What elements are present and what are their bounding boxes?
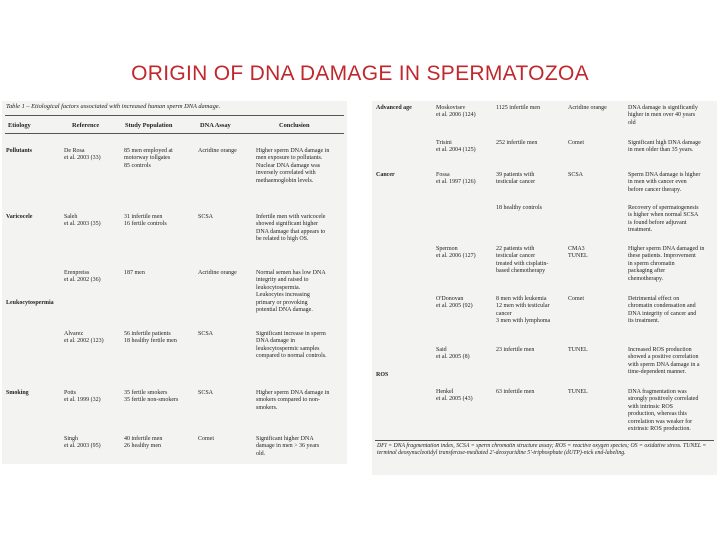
header-conclusion: Conclusion xyxy=(279,122,310,129)
ref-singh: Singh et al. 2003 (95) xyxy=(64,436,101,450)
category-cancer: Cancer xyxy=(376,172,395,178)
ref-spermon: Spermon et al. 2006 (127) xyxy=(436,246,476,260)
pop-moskovtsev: 1125 infertile men xyxy=(496,105,541,111)
ref-fossa: Fossa et al. 1997 (126) xyxy=(436,172,476,186)
ref-said: Said et al. 2005 (8) xyxy=(436,347,470,361)
pop-said: 23 infertile men xyxy=(496,347,535,353)
assay-moskovtsev: Acridine orange xyxy=(568,105,607,111)
conclusion-alvarez: Significant increase in sperm DNA damage in leukocytospermic samples compared to normal controls. xyxy=(256,331,327,360)
table-left-panel xyxy=(2,101,347,464)
assay-alvarez: SCSA xyxy=(198,331,214,337)
pop-trisini: 252 infertile men xyxy=(496,140,538,146)
assay-singh: Comet xyxy=(198,436,214,442)
category-ros: ROS xyxy=(376,372,389,378)
pop-fossa: 39 patients with testicular cancer xyxy=(496,172,536,186)
header-rule xyxy=(5,133,344,134)
conclusion-fossa: Sperm DNA damage is higher in men with cancer even before cancer therapy. xyxy=(628,172,701,193)
slide-title: ORIGIN OF DNA DAMAGE IN SPERMATOZOA xyxy=(131,62,589,85)
conclusion-fossa-controls: Recovery of spermatogenesis is higher when normal SCSA is found before adjuvant treatment. xyxy=(628,205,699,234)
pop-singh: 40 infertile men 26 healthy men xyxy=(124,436,163,450)
table-caption: Table 1 – Etiological factors associated with increased human sperm DNA damage. xyxy=(6,103,221,110)
pop-derosa: 85 men employed at motorway tollgates 85 controls xyxy=(124,148,173,169)
assay-trisini: Comet xyxy=(568,140,584,146)
table-top-rule xyxy=(5,115,344,116)
pop-erenpreiss: 187 men xyxy=(124,270,145,276)
conclusion-derosa: Higher sperm DNA damage in men exposure to pollutants. Nuclear DNA damage was inversely correlated with methaemoglobin levels. xyxy=(256,148,330,184)
pop-potts: 35 fertile smokers 35 fertile non-smokers xyxy=(124,390,179,404)
ref-henkel: Henkel et al. 2005 (43) xyxy=(436,389,473,403)
conclusion-moskovtsev: DNA damage is significantly higher in men over 40 years old xyxy=(628,105,698,126)
header-reference: Reference xyxy=(72,122,100,129)
pop-saleh: 31 infertile men 16 fertile controls xyxy=(124,214,167,228)
assay-saleh: SCSA xyxy=(198,214,214,220)
table-right-panel xyxy=(372,101,717,475)
ref-trisini: Trisini et al. 2004 (125) xyxy=(436,140,476,154)
conclusion-potts: Higher sperm DNA damage in smokers compared to non- smokers. xyxy=(256,390,330,411)
pop-fossa-controls: 18 healthy controls xyxy=(496,205,542,211)
category-pollutants: Pollutants xyxy=(6,148,33,154)
header-dna-assay: DNA Assay xyxy=(200,122,231,129)
category-advanced-age: Advanced age xyxy=(376,105,412,111)
category-varicocele: Varicocele xyxy=(6,214,33,220)
conclusion-erenpreiss: Normal semen has low DNA integrity and raised to leukocytospermia. Leukocytes increasing primary or provoking potential DNA damage. xyxy=(256,270,326,314)
conclusion-trisini: Significant high DNA damage in men older than 35 years. xyxy=(628,140,701,154)
table-bottom-rule xyxy=(375,440,714,441)
ref-moskovtsev: Moskovtsev et al. 2006 (124) xyxy=(436,105,476,119)
category-leukocytospermia: Leukocytospermia xyxy=(6,300,54,306)
ref-odonovan: O'Donovan et al. 2005 (92) xyxy=(436,296,473,310)
assay-said: TUNEL xyxy=(568,347,588,353)
conclusion-spermon: Higher sperm DNA damaged in these patients. Improvement in sperm chromatin packaging after chemotherapy. xyxy=(628,246,705,282)
conclusion-odonovan: Detrimental effect on chromatin condensation and DNA integrity of cancer and its treatment. xyxy=(628,296,697,325)
assay-potts: SCSA xyxy=(198,390,214,396)
pop-spermon: 22 patients with testicular cancer treated with cisplatin- based chemotherapy xyxy=(496,246,549,275)
table-footnote: DFI = DNA fragmentation index, SCSA = sperm chromatin structure assay; ROS = reactive oxygen species; OS = oxidative stress. TUNEL = terminal deoxynucleotidyl transferase-mediated 2'-deoxyuridine 5'-triphosphate (dUTP)-nick end-labeling. xyxy=(377,443,707,457)
assay-spermon: CMA3 TUNEL xyxy=(568,246,588,260)
ref-alvarez: Alvarez et al. 2002 (123) xyxy=(64,331,104,345)
ref-derosa: De Rosa et al. 2003 (33) xyxy=(64,148,101,162)
ref-saleh: Saleh et al. 2003 (35) xyxy=(64,214,101,228)
assay-derosa: Acridine orange xyxy=(198,148,237,154)
assay-fossa: SCSA xyxy=(568,172,584,178)
assay-odonovan: Comet xyxy=(568,296,584,302)
pop-alvarez: 56 infertile patients 18 healthy fertile men xyxy=(124,331,177,345)
pop-henkel: 63 infertile men xyxy=(496,389,535,395)
conclusion-singh: Significant higher DNA damage in men > 36 years old. xyxy=(256,436,320,457)
ref-erenpreiss: Erenpreiss et al. 2002 (36) xyxy=(64,270,101,284)
pop-odonovan: 8 men with leukemia 12 men with testicular cancer 3 men with lymphoma xyxy=(496,296,551,325)
assay-erenpreiss: Acridine orange xyxy=(198,270,237,276)
conclusion-said: Increased ROS production showed a positive correlation with sperm DNA damage in a time-dependent manner. xyxy=(628,347,700,376)
conclusion-henkel: DNA fragmentation was strongly positively correlated with intrinsic ROS production, whereas this correlation was weaker for extrinsic ROS production. xyxy=(628,389,699,433)
category-smoking: Smoking xyxy=(6,390,29,396)
assay-henkel: TUNEL xyxy=(568,389,588,395)
ref-potts: Potts et al. 1999 (32) xyxy=(64,390,101,404)
header-etiology: Etiology xyxy=(8,122,31,129)
header-study-population: Study Population xyxy=(125,122,173,129)
conclusion-saleh: Infertile men with varicocele showed significant higher DNA damage that appears to be related to high OS. xyxy=(256,214,326,243)
